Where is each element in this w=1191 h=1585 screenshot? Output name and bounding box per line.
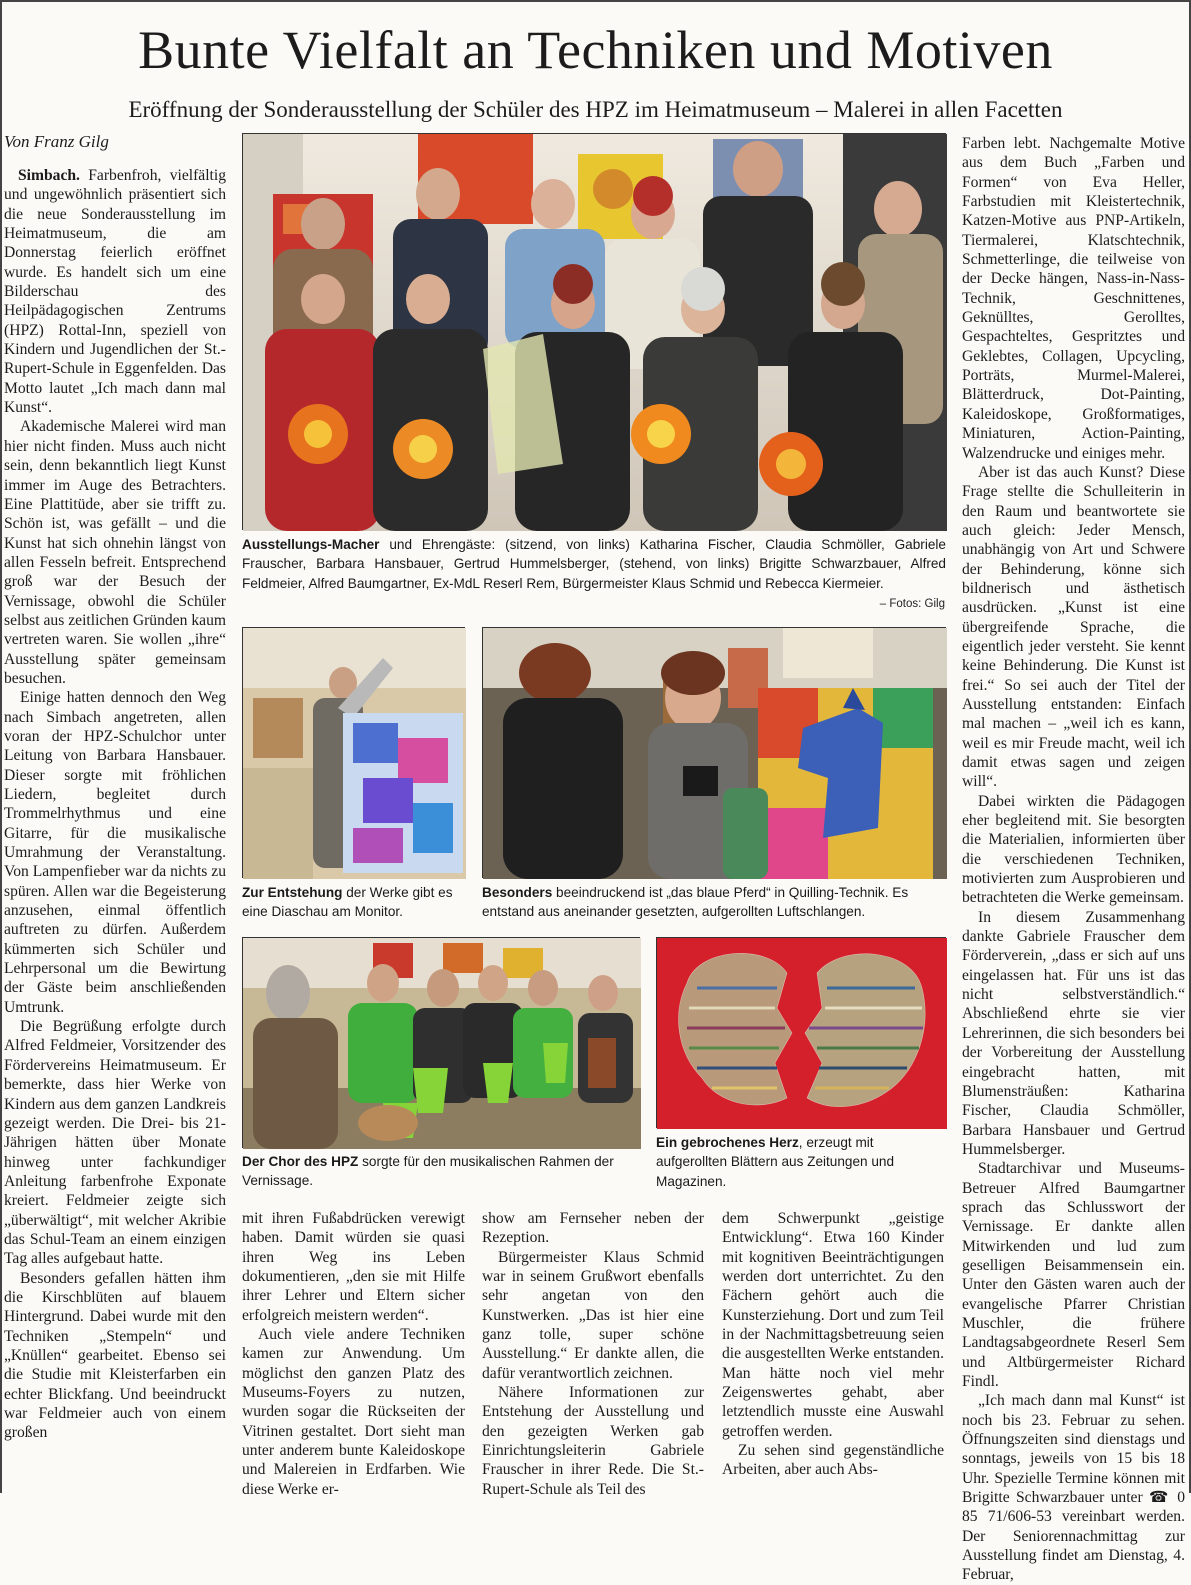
paragraph: Akademische Malerei wird man hier nicht finden. Muss auch nicht sein, denn bekanntlich liegt Kunst immer im Auge des Betrachters. Eine Plattitüde, aber sie trifft zu. Schön ist, was gefällt – und die Kunst hat sich ohnehin längst von allen Fesseln befreit. Entsprechend groß war der Besuch der Vernissage, obwohl die Schüler selbst aus zeitlichen Gründen kaum vertreten waren. Sie wollen „ihre“ Ausstellung später gemeinsam besuchen. xyxy=(4,418,226,687)
photo-slideshow xyxy=(242,627,465,878)
headline: Bunte Vielfalt an Techniken und Motiven xyxy=(138,20,1053,80)
article-column-1 xyxy=(4,166,226,1493)
paragraph: show am Fernseher neben der Rezeption. xyxy=(482,1210,704,1247)
subtitle: Eröffnung der Sonderausstellung der Schüler des HPZ im Heimatmuseum – Malerei in allen Facetten xyxy=(128,97,1063,122)
article-column-4 xyxy=(722,1209,944,1493)
caption-broken-heart: Ein gebrochenes Herz, erzeugt mit aufgerollten Blättern aus Zeitungen und Magazinen. xyxy=(656,1135,895,1189)
paragraph: Dabei wirkten die Pädagogen eher begleitend mit. Sie besorgten die Materialien, informierten über die verschiedenen Techniken, motivierten zum Ausprobieren und betrachteten die Werke gemeinsam. xyxy=(962,792,1185,907)
photo-blue-horse xyxy=(482,627,946,878)
caption-choir: Der Chor des HPZ sorgte für den musikalischen Rahmen der Vernissage. xyxy=(242,1154,614,1189)
caption-blue-horse: Besonders beeindruckend ist „das blaue Pferd“ in Quilling-Technik. Es entstand aus aneinander gesetzten, aufgerollten Luftschlangen. xyxy=(482,885,909,920)
paragraph: Zu sehen sind gegenständliche Arbeiten, aber auch Abs- xyxy=(722,1442,944,1479)
paragraph: Stadtarchivar und Museums-Betreuer Alfred Baumgartner sprach das Schlusswort der Vernissage. Er dankte allen Mitwirkenden und lud zum geselligen Beisammensein ein. Unter den Gästen waren auch der evangelische Pfarrer Christian Muschler, die frühere Landtagsabgeordnete Reserl Sem und Altbürgermeister Richard Findl. xyxy=(962,1160,1185,1390)
group-photo xyxy=(242,133,946,530)
paragraph: Farben lebt. Nachgemalte Motive aus dem Buch „Farben und Formen“ von Eva Heller, Farbstudien mit Kleistertechnik, Katzen-Motive aus PNP-Artikeln, Tiermalerei, Klatschtechnik, Schmetterlinge, die teilweise von der Decke hängen, Nass-in-Nass-Technik, Geschnittenes, Geknülltes, Gerolltes, Gespachteltes, Gespritztes und Geklebtes, Collagen, Upcycling, Porträts, Murmel-Malerei, Blätterdruck, Dot-Painting, Kaleidoskope, Großformatiges, Miniaturen, Action-Painting, Walzendrucke und einiges mehr. xyxy=(962,135,1185,462)
paragraph: dem Schwerpunkt „geistige Entwicklung“. Etwa 160 Kinder mit kognitiven Beeinträchtigungen werden dort unterrichtet. Zu den Fächern gehört auch die Kunsterziehung. Dort und zum Teil in der Nachmittagsbetreuung seien die ausgestellten Werke entstanden. Man hätte noch viel mehr Zeigenswertes gehabt, aber letztendlich musste eine Auswahl getroffen werden. xyxy=(722,1210,944,1440)
paragraph: Einige hatten dennoch den Weg nach Simbach angetreten, allen voran der HPZ-Schulchor unter Leitung von Barbara Hansbauer. Dieser sorgte mit fröhlichen Liedern, begleitet durch Trommelrhythmus und eine Gitarre, für die musikalische Umrahmung der Veranstaltung. Von Lampenfieber war da nichts zu spüren. Allen war die Begeisterung anzusehen, einmal öffentlich auftreten zu dürfen. Außerdem kümmerten sich Schüler und Lehrpersonal um die Bewirtung der Gäste beim anschließenden Umtrunk. xyxy=(4,689,226,1016)
dateline: Simbach. xyxy=(18,167,80,184)
paragraph: Besonders gefallen hätten ihm die Kirschblüten auf blauem Hintergrund. Dabei wurde mit den Techniken „Stempeln“ und „Knüllen“ gearbeitet. Ebenso sei die Studie mit Kleisterfarben ein echter Blickfang. Und beeindruckt war Feldmeier auch von einem großen xyxy=(4,1269,226,1442)
photo-broken-heart xyxy=(656,937,946,1128)
paragraph: Aber ist das auch Kunst? Diese Frage stellte die Schulleiterin in den Raum und beantwortete sie auch gleich: Jeder Mensch, unabhängig von Art und Schwere der Behinderung, könne sich bildnerisch und ästhetisch ausdrücken. „Kunst ist eine übergreifende Sprache, die eigentlich jeder versteht. Sie kennt keine Behinderung. Die Kunst ist frei.“ So sei auch der Titel der Ausstellung entstanden: Einfach mal machen – „weil ich es kann, weil es mir Freude macht, weil ich damit etwas sagen und zeigen will“. xyxy=(962,463,1185,791)
photo-choir xyxy=(242,937,640,1148)
caption-slideshow: Zur Entstehung der Werke gibt es eine Diaschau am Monitor. xyxy=(242,885,453,920)
paragraph: Bürgermeister Klaus Schmid war in seinem Grußwort ebenfalls sehr angetan von den Kunstwerken. „Das ist hier eine ganz tolle, super schöne Ausstellung.“ Er dankte allen, die dafür verantwortlich zeichnen. xyxy=(482,1248,704,1382)
paragraph: Die Begrüßung erfolgte durch Alfred Feldmeier, Vorsitzender des Fördervereins Heimatmuseum. Er bemerkte, dass hier Werke von Kindern aus dem ganzen Landkreis gezeigt werden. Die Drei- bis 21-Jährigen hätten über Monate hinweg unter fachkundiger Anleitung farbenfrohe Exponate kreiert. Feldmeier zeigte sich „überwältigt“, mit welcher Akribie das Schul-Team an einem einzigen Tag alles aufgebaut hatte. xyxy=(4,1018,226,1268)
paragraph: Nähere Informationen zur Entstehung der Ausstellung und den gezeigten Werken gab Einrichtungsleiterin Gabriele Frauscher in ihrer Rede. Die St.-Rupert-Schule als Teil des xyxy=(482,1384,704,1498)
article-column-5 xyxy=(962,134,1185,1584)
article-column-3 xyxy=(482,1209,704,1498)
lead-paragraph: Simbach. Farbenfroh, vielfältig und ungewöhnlich präsentiert sich die neue Sonderausstellung im Heimatmuseum, die am Donnerstag feierlich eröffnet wurde. Es handelt sich um eine Bilderschau des Heilpädagogischen Zentrums (HPZ) Rottal-Inn, speziell von Kindern und Jugendlichen der St.-Rupert-Schule in Eggenfelden. Das Motto lautet „Ich mach dann mal Kunst“. xyxy=(4,167,226,417)
caption-group-photo: Ausstellungs-Macher und Ehrengäste: (sitzend, von links) Katharina Fischer, Claudia Schmöller, Gabriele Frauscher, Barbara Hansbauer, Gertrud Hummelsberger, (stehend, von links) Brigitte Schwarzbauer, Alfred Feldmeier, Alfred Baumgartner, Ex-MdL Reserl Rem, Bürgermeister Klaus Schmid und Rebecca Kiermeier. xyxy=(242,537,946,591)
byline: Von Franz Gilg xyxy=(4,132,109,151)
paragraph: „Ich mach dann mal Kunst“ ist noch bis 23. Februar zu sehen. Öffnungszeiten sind dienstags und sonntags, jeweils von 15 bis 18 Uhr. Spezielle Termine können mit Brigitte Schwarzbauer unter ☎ 0 85 71/606-53 vereinbart werden. Der Seniorennachmittag zur Ausstellung findet am Dienstag, 4. Februar, xyxy=(962,1392,1185,1584)
paragraph: Auch viele andere Techniken kamen zur Anwendung. Um möglichst den ganzen Platz des Museums-Foyers zu nutzen, wurden sogar die Rückseiten der Vitrinen gestaltet. Dort sieht man unter anderem bunte Kaleidoskope und Malereien in Erdfarben. Wie diese Werke er- xyxy=(242,1326,465,1498)
article-column-2 xyxy=(242,1209,465,1498)
paragraph: mit ihren Fußabdrücken verewigt haben. Damit würden sie quasi ihren Weg ins Leben dokumentieren, „den sie mit Hilfe ihrer Lehrer und Eltern sicher erfolgreich meistern werden“. xyxy=(242,1210,465,1324)
paragraph: In diesem Zusammenhang dankte Gabriele Frauscher dem Förderverein, „dass er sich auf uns eingelassen hat. Für uns ist das nicht selbstverständlich.“ Abschließend ehrte sie vier Lehrerinnen, die sich besonders bei der Vorbereitung der Ausstellung eingebracht hatten, mit Blumensträußen: Katharina Fischer, Claudia Schmöller, Barbara Hansbauer und Gertrud Hummelsberger. xyxy=(962,908,1185,1158)
photo-credit: – Fotos: Gilg xyxy=(879,598,945,610)
